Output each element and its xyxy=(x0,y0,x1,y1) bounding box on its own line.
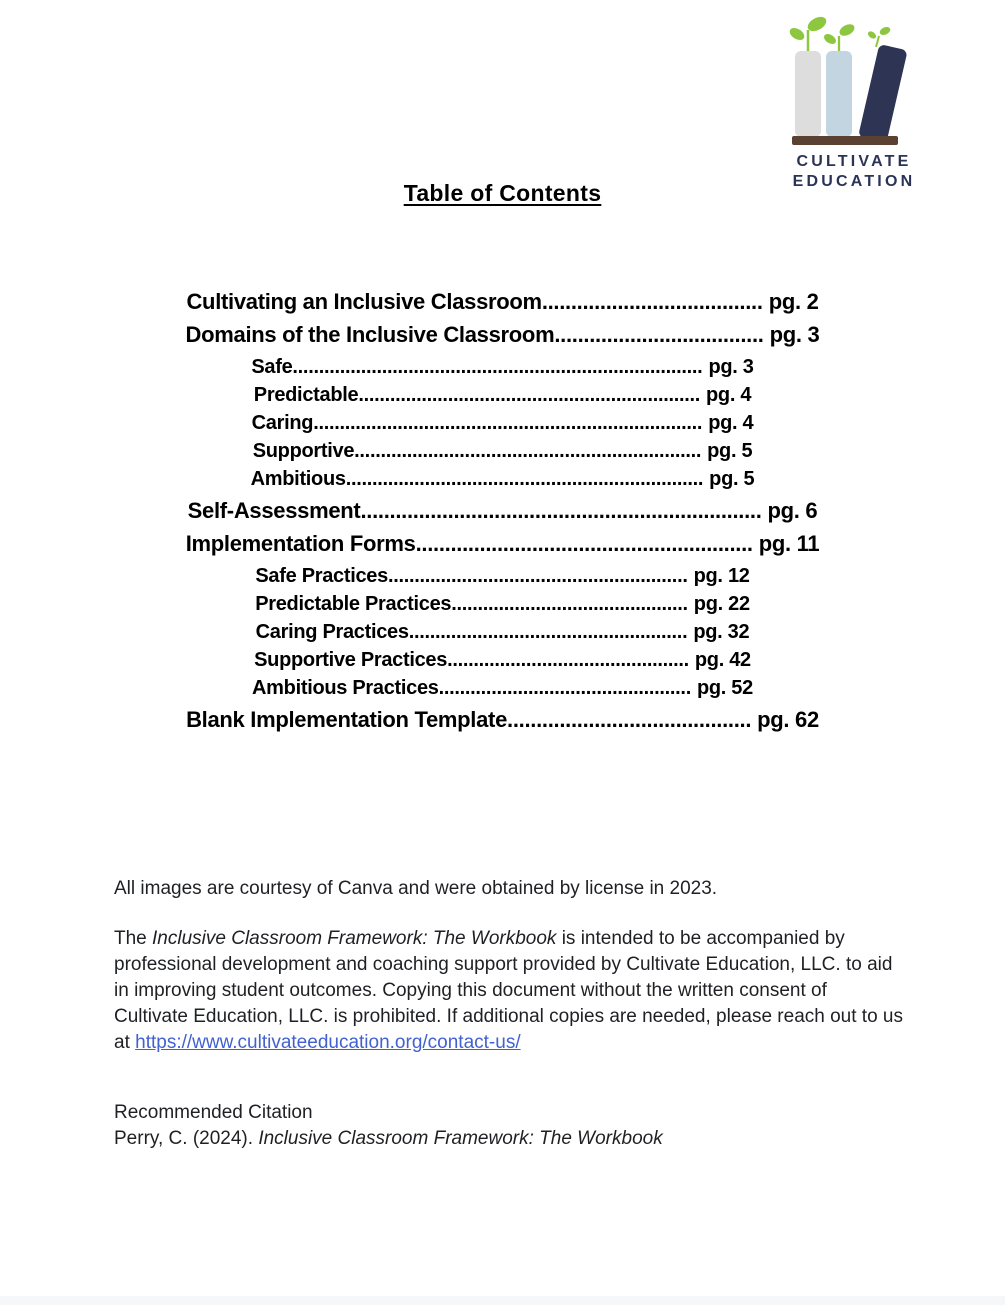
toc-dots: ................................................................. xyxy=(358,384,701,406)
toc-dots: .................................... xyxy=(554,322,764,347)
toc-entry-ambitious-practices xyxy=(0,674,1005,702)
toc-entry-predictable-practices xyxy=(0,590,1005,618)
image-credit-text: All images are courtesy of Canva and were obtained by license in 2023. xyxy=(114,878,718,899)
toc-entry-blank-template xyxy=(0,705,1005,735)
toc-dots: ......................................................... xyxy=(387,565,688,587)
toc-label: Supportive Practices xyxy=(254,649,448,671)
toc-page-number: pg. 3 xyxy=(708,356,754,378)
toc-page-number: pg. 2 xyxy=(768,289,819,314)
toc-entry-ambitious xyxy=(0,465,1005,493)
toc-dots: .......................................... xyxy=(507,707,752,732)
toc-page-number: pg. 11 xyxy=(758,531,820,556)
toc-entry-caring xyxy=(0,409,1005,437)
toc-page-number: pg. 5 xyxy=(709,468,755,490)
toc-entry-supportive-practices xyxy=(0,646,1005,674)
toc-dots: ............................................. xyxy=(451,593,688,615)
citation-line xyxy=(114,1126,905,1152)
workbook-title-italic: Inclusive Classroom Framework: The Workbook xyxy=(152,928,557,949)
toc-page-number: pg. 42 xyxy=(694,649,751,671)
toc-dots: ..................................................................... xyxy=(360,498,762,523)
toc-label: Ambitious Practices xyxy=(252,677,439,699)
toc-page-number: pg. 4 xyxy=(708,412,754,434)
toc-label: Supportive xyxy=(252,440,355,462)
toc-entry-cultivating xyxy=(0,287,1005,317)
toc-label: Predictable xyxy=(253,384,359,406)
toc-entry-predictable xyxy=(0,381,1005,409)
toc-dots: .................................................................. xyxy=(354,440,702,462)
toc-label: Blank Implementation Template xyxy=(186,707,508,732)
citation-prefix: Perry, C. (2024). xyxy=(114,1128,259,1149)
toc-dots: .............................................................................. xyxy=(292,356,703,378)
toc-page-number: pg. 3 xyxy=(769,322,820,347)
toc-label: Implementation Forms xyxy=(185,531,416,556)
toc-label: Predictable Practices xyxy=(255,593,452,615)
toc-page-number: pg. 62 xyxy=(757,707,819,732)
toc-page-number: pg. 32 xyxy=(693,621,750,643)
toc-dots: ................................................ xyxy=(438,677,691,699)
paragraph-text-after: is intended to be accompanied by professional development and coaching support provided by Cultivate Education, LLC. to aid in improving student outcomes. Copying this document without the written consent of Cultivate Education, LLC. is prohibited. If additional copies are needed, please reach out to us at xyxy=(114,928,904,1053)
contact-us-link[interactable]: https://www.cultivateeducation.org/contact-us/ xyxy=(135,1032,521,1053)
toc-page-number: pg. 12 xyxy=(693,565,750,587)
citation-heading: Recommended Citation xyxy=(114,1102,313,1123)
toc-label: Cultivating an Inclusive Classroom xyxy=(186,289,542,314)
toc-page-number: pg. 6 xyxy=(767,498,818,523)
toc-label: Domains of the Inclusive Classroom xyxy=(185,322,555,347)
toc-entry-caring-practices xyxy=(0,618,1005,646)
citation-title-italic: Inclusive Classroom Framework: The Workbook xyxy=(258,1128,663,1149)
toc-page-number: pg. 52 xyxy=(696,677,753,699)
toc-entry-safe xyxy=(0,353,1005,381)
toc-dots: .......................................................................... xyxy=(313,412,703,434)
logo-wordmark-line2: EDUCATION xyxy=(792,173,916,190)
toc-page-number: pg. 5 xyxy=(707,440,753,462)
toc-page-number: pg. 22 xyxy=(693,593,750,615)
table-of-contents xyxy=(0,284,1005,738)
toc-entry-safe-practices xyxy=(0,562,1005,590)
page-bottom-edge xyxy=(0,1296,1005,1305)
page-title: Table of Contents xyxy=(403,180,602,206)
logo-wordmark-line1: CULTIVATE xyxy=(796,153,912,170)
toc-label: Safe xyxy=(251,356,293,378)
toc-dots: .............................................. xyxy=(447,649,689,671)
toc-entry-self-assessment xyxy=(0,496,1005,526)
toc-dots: ..................................................... xyxy=(408,621,688,643)
toc-page-number: pg. 4 xyxy=(706,384,752,406)
books-with-sprouts-icon xyxy=(784,14,924,146)
toc-entry-implementation-forms xyxy=(0,529,1005,559)
toc-label: Caring Practices xyxy=(255,621,409,643)
paragraph-text-before: The xyxy=(114,928,153,949)
toc-dots: ...................................... xyxy=(541,289,763,314)
toc-label: Safe Practices xyxy=(255,565,388,587)
toc-dots: .......................................................... xyxy=(415,531,753,556)
toc-entry-domains xyxy=(0,320,1005,350)
toc-label: Caring xyxy=(251,412,314,434)
toc-label: Self-Assessment xyxy=(187,498,361,523)
copyright-paragraph xyxy=(114,926,905,1056)
cultivate-education-logo xyxy=(781,14,927,192)
toc-entry-supportive xyxy=(0,437,1005,465)
toc-label: Ambitious xyxy=(250,468,346,490)
toc-dots: .................................................................... xyxy=(345,468,704,490)
recommended-citation xyxy=(114,1100,905,1152)
